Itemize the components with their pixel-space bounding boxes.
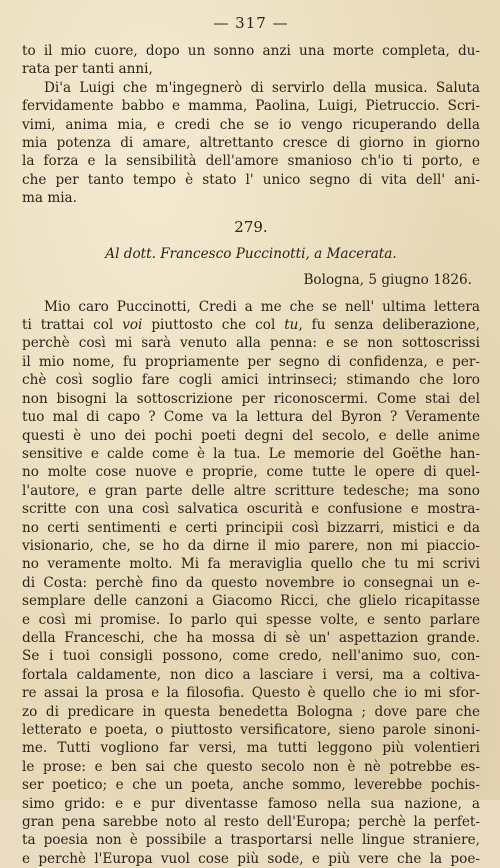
text-line: della Franceschi, che ha mossa di sè un' aspettazion grande. — [22, 629, 480, 646]
text-line: re assai la prosa e la filosofia. Questo è quello che io mi sfor- — [22, 685, 480, 702]
text-line: gran pena sarebbe noto al resto dell'Europa; perchè la perfet- — [22, 814, 480, 831]
text-line: il mio nome, fu propriamente per segno di confidenza, e per- — [22, 353, 480, 370]
text-line: la forza e la sensibilità dell'amore smanioso ch'io ti porto, e — [22, 153, 480, 170]
text-line: Se i tuoi consigli possono, come credo, nell'animo suo, con- — [22, 648, 480, 665]
text-line: to il mio cuore, dopo un sonno anzi una morte completa, du- — [22, 43, 480, 59]
text-line: letterato e poeta, o piuttosto versificatore, sieno parole sinoni- — [22, 722, 480, 738]
text-line: semplare delle canzoni a Giacomo Ricci, che glielo ricapitasse — [22, 593, 480, 610]
text-line: tuo mal di capo ? Come va la lettura del Byron ? Veramente — [22, 409, 480, 426]
text-line: Di'a Luigi che m'ingegnerò di servirlo della musica. Saluta — [44, 79, 480, 96]
text-line: me. Tutti vogliono far versi, ma tutti leggono più volentieri — [22, 740, 480, 757]
text-line: non bisogni la sottoscrizione per riconoscermi. Come stai del — [22, 390, 480, 407]
text-line: no veramente molto. Mi fa meraviglia quello che tu mi scrivi — [22, 556, 480, 573]
text-line: fervidamente babbo e mamma, Paolina, Luigi, Pietruccio. Scri- — [22, 98, 480, 115]
text-line: ta poesia non è possibile a trasportarsi nelle lingue straniere, — [22, 832, 480, 849]
letter-dateline: Bologna, 5 giugno 1826. — [303, 271, 472, 288]
text-line: che per tanto tempo è stato l' unico segno di vita dell' ani- — [22, 171, 480, 188]
letter-body — [22, 298, 480, 868]
text-line: no molte cose nuove e proprie, come tutte le opere di quel- — [22, 464, 480, 481]
text-line: di Costa: perchè fino da questo novembre io consegnai un e- — [22, 574, 480, 591]
page-number: — 317 — — [213, 14, 289, 32]
text-line: perchè così mi sarà venuto alla penna: e se non sottoscrissi — [22, 335, 480, 352]
text-line: no certi sentimenti e certi principii così bizzarri, mistici e da — [22, 519, 480, 536]
text-line: chè così soglio fare cogli amici intrinseci; stimando che loro — [22, 372, 480, 389]
text-line: vimi, anima mia, e credi che se io vengo ricuperando della — [22, 116, 480, 133]
text-line: fortala caldamente, non dico a lasciare i versi, ma a coltiva- — [22, 666, 480, 683]
text-line: visionario, che, se ho da dirne il mio parere, non mi piaccio- — [22, 537, 480, 554]
previous-letter-ending — [22, 42, 480, 208]
text-line: ser poetico; e che un poeta, anche sommo, leverebbe pochis- — [22, 777, 480, 794]
text-line: rata per tanti anni, — [22, 61, 153, 78]
text-line: simo grido: e e pur diventasse famoso nella sua nazione, a — [22, 795, 480, 812]
text-line: e così mi promise. Io parlo qui spesse volte, e sento parlare — [22, 611, 480, 628]
text-line: Mio caro Puccinotti, Credi a me che se nell' ultima lettera — [44, 298, 480, 315]
text-line: sensitive e calde come è la tua. Le memorie del Goëthe han- — [22, 445, 480, 462]
text-line: scritte con una così salvatica oscurità e confusione e mostra- — [22, 501, 480, 518]
text-line: ti trattai col voi piuttosto che col tu, fu senza deliberazione, — [22, 317, 480, 334]
text-line: mia potenza di amare, altrettanto cresce di giorno in giorno — [22, 135, 480, 152]
text-line: e perchè l'Europa vuol cose più sode, e più vere che la poe- — [22, 850, 480, 867]
text-line: zo di predicare in questa benedetta Bologna ; dove pare che — [22, 703, 480, 720]
letter-addressee: Al dott. Francesco Puccinotti, a Macerata. — [105, 245, 397, 262]
text-line: l'autore, e gran parte delle altre scritture tedesche; ma sono — [22, 482, 480, 499]
text-line: questi è uno dei pochi poeti degni del secolo, e delle anime — [22, 427, 480, 444]
letter-number: 279. — [234, 217, 268, 236]
text-line: le prose: e ben sai che questo secolo non è nè potrebbe es- — [22, 758, 480, 775]
text-line: ma mia. — [22, 190, 77, 207]
